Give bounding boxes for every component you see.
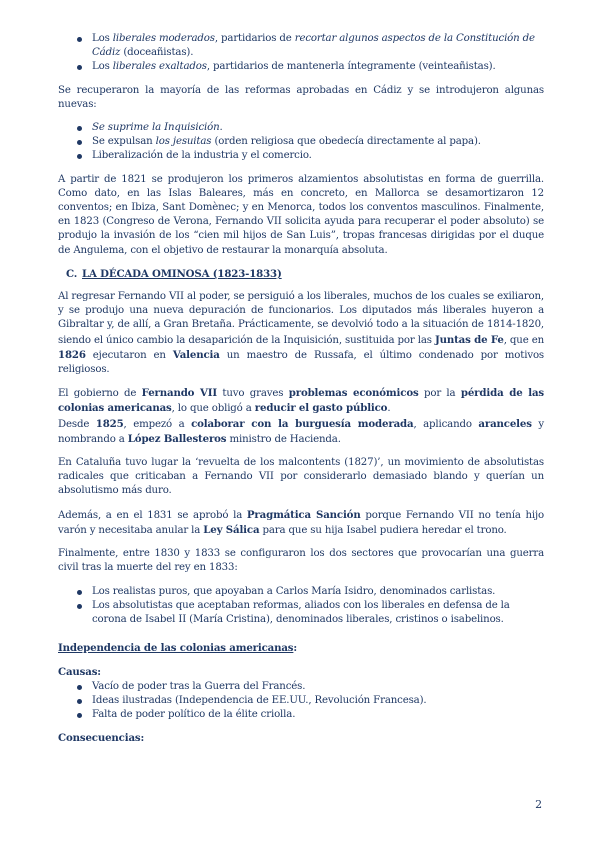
paragraph-economic-problems: El gobierno de Fernando VII tuvo graves problemas económicos por la pérdida de las colonias americanas, lo que obligó a reducir el gasto público. <box>58 387 544 415</box>
list-item: Se expulsan los jesuitas (orden religiosa que obedecía directamente al papa). <box>58 135 544 149</box>
list-item: Los absolutistas que aceptaban reformas, aliados con los liberales en defensa de la corona de Isabel II (María Cristina), denominados liberales, cristinos o isabelinos. <box>58 599 544 627</box>
paragraph-two-sectors: Finalmente, entre 1830 y 1833 se configuraron los dos sectores que provocarían una guerra civil tras la muerte del rey en 1833: <box>58 548 544 574</box>
section-heading <box>58 267 544 281</box>
causes-label: Causas: <box>58 666 101 679</box>
paragraph-absolutist-uprisings: A partir de 1821 se produjeron los primeros alzamientos absolutistas en forma de guerrilla. Como dato, en las Islas Baleares, más en concreto, en Mallorca se desamortizaron 12 conventos; en Ibiza, Sant Domènec; y en Menorca, todos los conventos masculinos. Finalmente, en 1823 (Congreso de Verona, Fernando VII solicita ayuda para recuperar el poder absoluto) se produjo la invasión de los “cien mil hijos de San Luis”, tropas francesas dirigidas por el duque de Angulema, con el objetivo de restaurar la monarquía absoluta. <box>58 173 544 256</box>
list-item: Ideas ilustradas (Independencia de EE.UU., Revolución Francesa). <box>58 694 544 708</box>
list-item: Los liberales exaltados, partidarios de mantenerla íntegramente (veinteañistas). <box>58 60 544 74</box>
list-item: Falta de poder político de la élite criolla. <box>58 708 544 722</box>
consequences-label: Consecuencias: <box>58 732 145 745</box>
reforms-list <box>58 121 544 164</box>
section-title: LA DÉCADA OMINOSA (1823-1833) <box>82 267 282 280</box>
independence-heading: Independencia de las colonias americanas: <box>58 642 298 655</box>
list-item: Vacío de poder tras la Guerra del Francés. <box>58 680 544 694</box>
page-content <box>58 32 544 745</box>
list-item: Los realistas puros, que apoyaban a Carlos María Isidro, denominados carlistas. <box>58 585 544 599</box>
causes-list <box>58 680 544 723</box>
page-number: 2 <box>535 798 542 811</box>
list-item: Liberalización de la industria y el comercio. <box>58 149 544 163</box>
paragraph-return-of-fernando: Al regresar Fernando VII al poder, se persiguió a los liberales, muchos de los cuales se exiliaron, y se produjo una nueva depuración de funcionarios. Los diputados más liberales huyeron a Gibraltar y, de allí, a Gran Bretaña. Prácticamente, se devolvió todo a la situación de 1814-1820, siendo el único cambio la desaparición de la Inquisición, sustituida por las Juntas de Fe, que en 1826 ejecutaron en Valencia un maestro de Russafa, el último condenado por motivos religiosos. <box>58 291 545 376</box>
section-letter: C. <box>66 267 78 280</box>
paragraph-moderate-bourgeoisie: Desde 1825, empezó a colaborar con la burguesía moderada, aplicando aranceles y nombrando a López Ballesteros ministro de Hacienda. <box>58 417 544 445</box>
paragraph-malcontents-revolt: En Cataluña tuvo lugar la ‘revuelta de los malcontents (1827)’, un movimiento de absolutistas radicales que criticaban a Fernando VII por considerarlo demasiado blando y querían un absolutismo más duro. <box>58 457 544 497</box>
paragraph-pragmatic-sanction: Además, a en el 1831 se aprobó la Pragmática Sanción porque Fernando VII no tenía hijo varón y necesitaba anular la Ley Sálica para que su hija Isabel pudiera heredar el trono. <box>58 508 545 536</box>
liberal-factions-list <box>58 32 544 75</box>
sectors-list <box>58 585 544 628</box>
list-item: Los liberales moderados, partidarios de recortar algunos aspectos de la Constitución de Cádiz (doceañistas). <box>58 32 544 60</box>
paragraph-reforms-intro: Se recuperaron la mayoría de las reformas aprobadas en Cádiz y se introdujeron algunas nuevas: <box>58 84 544 110</box>
list-item: Se suprime la Inquisición. <box>58 121 544 135</box>
